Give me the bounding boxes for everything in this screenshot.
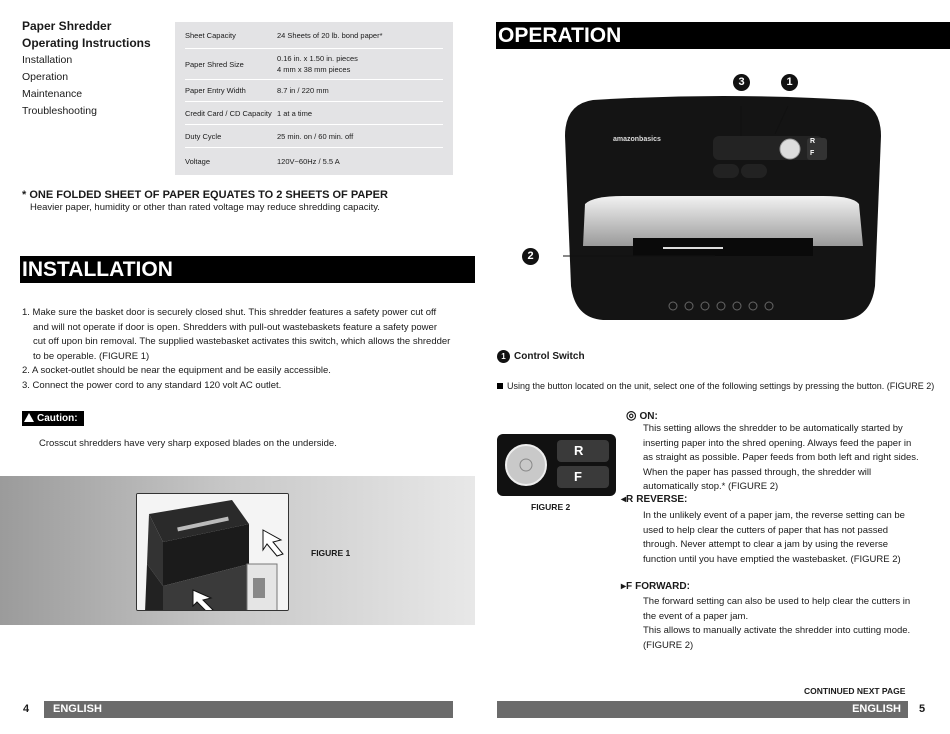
step-item: 2. A socket-outlet should be near the equipment and be easily accessible. xyxy=(22,365,331,376)
on-option-title: ON: xyxy=(639,411,658,422)
reverse-icon: ◂R xyxy=(621,494,634,505)
spec-value-line2: 4 mm x 38 mm pieces xyxy=(277,65,351,74)
control-switch-text xyxy=(497,381,934,391)
spec-value: 24 Sheets of 20 lb. bond paper* xyxy=(277,30,383,40)
toc-list xyxy=(22,52,97,120)
installation-steps xyxy=(22,306,452,393)
brand-label: amazonbasics xyxy=(613,136,661,143)
callout-3: 3 xyxy=(733,74,750,91)
forward-option-line2: This allows to manually activate the shredder into cutting mode. (FIGURE 2) xyxy=(643,625,911,651)
toc-item-maintenance: Maintenance xyxy=(22,88,83,100)
spec-label: Paper Shred Size xyxy=(185,59,244,69)
spec-label: Voltage xyxy=(185,157,211,166)
reverse-option-heading xyxy=(621,494,687,505)
forward-icon: ▸F xyxy=(621,581,633,592)
spec-label: Duty Cycle xyxy=(185,131,222,141)
shredder-top-illustration xyxy=(563,96,883,321)
operation-title: OPERATION xyxy=(496,22,950,49)
panel-forward-label: F xyxy=(810,150,815,157)
page-number-left: 4 xyxy=(23,703,30,715)
caution-label: Caution: xyxy=(37,413,78,424)
on-option-heading xyxy=(626,408,658,422)
spec-value xyxy=(277,53,443,75)
on-icon: ◎ xyxy=(626,408,637,422)
panel-reverse-label: R xyxy=(810,138,816,145)
spec-table xyxy=(175,22,453,175)
spec-row xyxy=(185,148,443,175)
step-item: 3. Connect the power cord to any standard 120 volt AC outlet. xyxy=(22,379,282,391)
footer-language-right: ENGLISH xyxy=(497,701,908,718)
control-switch-desc: Using the button located on the unit, select one of the following settings by pressing the button. (FIGURE 2) xyxy=(507,381,935,391)
spec-value-line1: 0.16 in. x 1.50 in. pieces xyxy=(277,54,358,63)
step-item: 1. Make sure the basket door is securely closed shut. This shredder features a safety power cut off and will not operate if door is open. Shredders with pull-out wastebaskets feature a safety power cut off upon bin removal. The supplied wastebasket activates this switch, which allows the shredder to be operable. (FIGURE 1) xyxy=(22,307,451,362)
note-text: Heavier paper, humidity or other than rated voltage may reduce shredding capacity. xyxy=(30,202,380,213)
toc-title-line1: Paper Shredder xyxy=(22,19,112,33)
control-switch-heading xyxy=(497,350,585,363)
spec-value: 25 min. on / 60 min. off xyxy=(277,131,354,141)
figure1-label: FIGURE 1 xyxy=(311,548,351,558)
on-option-text: This setting allows the shredder to be automatically started by inserting paper into the shred opening. Always feed the paper in as straight as possible. Paper feeds from both left and right sides. When the paper has passed through, the shredder will automatically stop.* (FIGURE 2) xyxy=(643,423,919,492)
figure2-image xyxy=(497,434,616,496)
forward-option-line1: The forward setting can also be used to help clear the cutters in the event of a paper jam. xyxy=(643,596,911,622)
control-switch-number: 1 xyxy=(497,350,510,363)
callout-1: 1 xyxy=(781,74,798,91)
forward-option-text xyxy=(643,595,923,653)
control-panel-illustration xyxy=(497,434,616,496)
spec-row xyxy=(185,125,443,148)
caution-text: Crosscut shredders have very sharp exposed blades on the underside. xyxy=(39,438,337,449)
reverse-option-text: In the unlikely event of a paper jam, the reverse setting can be used to help clear the cutters of paper that has not passed through. Never attempt to clear a jam by using the reverse function until you have emptied the wastebasket. (FIGURE 2) xyxy=(643,510,905,565)
spec-row xyxy=(185,80,443,102)
forward-option-heading xyxy=(621,581,690,592)
continued-next-page: CONTINUED NEXT PAGE xyxy=(804,686,906,696)
figure2-forward-label: F xyxy=(574,469,582,484)
spec-value: 8.7 in / 220 mm xyxy=(277,86,329,95)
spec-label: Sheet Capacity xyxy=(185,30,236,40)
toc-title-line2: Operating Instructions xyxy=(22,36,151,50)
footer-language-left: ENGLISH xyxy=(44,701,453,718)
control-switch-title: Control Switch xyxy=(514,351,585,362)
forward-option-title: FORWARD: xyxy=(635,581,690,592)
spec-label: Paper Entry Width xyxy=(185,86,246,95)
spec-label: Credit Card / CD Capacity xyxy=(185,108,272,118)
figure2-label: FIGURE 2 xyxy=(531,502,571,512)
bullet-square-icon xyxy=(497,383,503,389)
figure1-image xyxy=(136,493,289,611)
shredder-top-svg xyxy=(563,96,883,321)
toc-item-installation: Installation xyxy=(22,54,73,66)
toc-title xyxy=(22,18,151,52)
caution-badge xyxy=(22,411,84,426)
shredder-bin-illustration xyxy=(137,494,289,611)
spec-value: 1 at a time xyxy=(277,108,313,118)
reverse-option-title: REVERSE: xyxy=(636,494,688,505)
spec-row xyxy=(185,102,443,125)
toc-item-troubleshooting: Troubleshooting xyxy=(22,105,97,117)
toc-item-operation: Operation xyxy=(22,71,69,83)
spec-row xyxy=(185,49,443,80)
figure2-reverse-label: R xyxy=(574,443,584,458)
spec-value: 120V~60Hz / 5.5 A xyxy=(277,157,340,166)
warning-icon xyxy=(24,413,34,422)
spec-row xyxy=(185,22,443,49)
page-number-right: 5 xyxy=(919,703,926,715)
note-heading: * ONE FOLDED SHEET OF PAPER EQUATES TO 2 SHEETS OF PAPER xyxy=(22,189,388,201)
callout-2: 2 xyxy=(522,248,539,265)
installation-title: INSTALLATION xyxy=(20,256,475,283)
